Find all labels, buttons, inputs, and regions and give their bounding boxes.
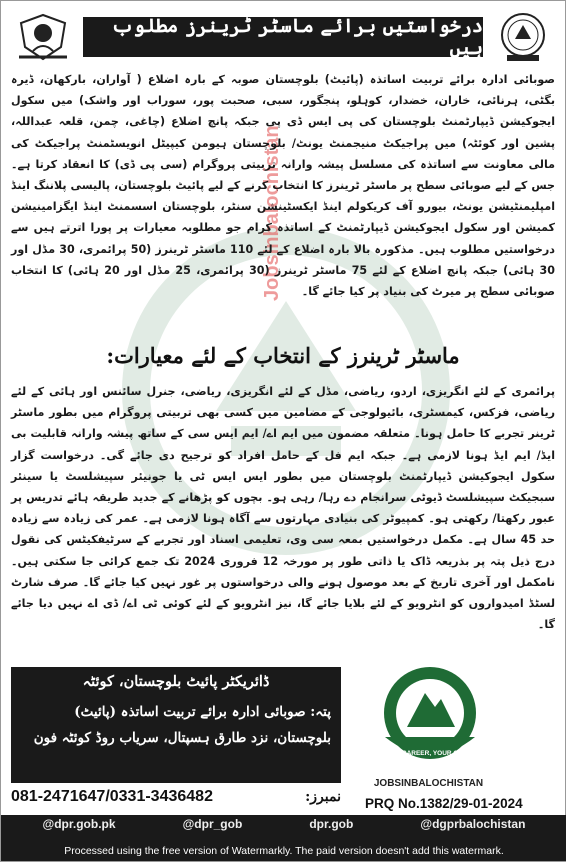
- watermark-notice: Processed using the free version of Watermarkly. The paid version doesn't add this watermark.: [64, 845, 504, 857]
- social-facebook[interactable]: @dgprbalochistan: [420, 817, 526, 831]
- prq-number: PRQ No.1382/29-01-2024: [365, 796, 523, 811]
- social-instagram[interactable]: dpr.gob: [309, 817, 354, 831]
- phone-numbers: 081-2471647/0331-3436482: [11, 788, 213, 805]
- badge-site-name: JOBSINBALOCHISTAN: [373, 778, 484, 789]
- footer-bar: [1, 815, 566, 861]
- address-box: [11, 667, 341, 783]
- address-heading: ڈائریکٹر پائیٹ بلوچستان، کوئٹہ: [82, 673, 270, 690]
- phone-row: [11, 786, 341, 808]
- page-title: درخواستیں برائے ماسٹر ٹرینرز مطلوب ہیں: [83, 17, 483, 57]
- watermark-text: Jobsinbalochistan: [261, 125, 283, 301]
- social-twitter[interactable]: @dpr_gob: [182, 817, 243, 831]
- criteria-heading: ماسٹر ٹرینرز کے انتخاب کے لئے معیارات:: [106, 343, 460, 368]
- badge-slogan: YOUR CAREER, YOUR CHOICE: [381, 750, 479, 757]
- pitte-logo-right: [493, 11, 553, 63]
- address-line-2: بلوچستان، نزد طارق ہسپتال، سریاب روڈ کوئٹہ فون: [33, 730, 331, 746]
- social-website[interactable]: @dpr.gob.pk: [42, 817, 116, 831]
- address-line-1: پتہ: صوبائی ادارہ برائے تربیت اساتذہ (پائیٹ): [74, 704, 331, 720]
- criteria-paragraph: پرائمری کے لئے انگریزی، اردو، ریاضی، مڈل کے لئے انگریزی، ریاضی، جنرل سائنس اور ہائی کے لئے ریاضی، فزکس، کیمسٹری، بائیولوجی کے مضامین میں کسی بھی تربیتی پروگرام میں بطور ماسٹر ٹرینر تجربے کا حامل ہونا۔ متعلقہ مضمون میں ایم اے/ ایم ایس سی کے ساتھ پیشہ وارانہ قابلیت بی ایڈ/ ایم ایڈ ہونا لازمی ہے۔ جبکہ ایم فل کے حامل افراد کو ترجیح دی جائے گی۔ درخواست گزار سکول ایجوکیشن ڈیپارٹمنٹ بلوچستان میں بطور ایس ایس ٹی یا جونیئر سپیشلسٹ یا سینئر سبجیکٹ سپیشلسٹ ڈیوٹی سرانجام دے رہا/ رہی ہو۔ بچوں کو پڑھانے کے جدید طریقہ ہائے تدریس پر عبور رکھتا/ رکھتی ہو۔ کمپیوٹر کی بنیادی مہارتوں سے آگاہ ہونا لازمی ہے۔ عمر کی زیادہ سے زیادہ حد 45 سال ہے۔ مکمل درخواستیں بمعہ سی وی، تعلیمی اسناد اور تجربے کے سرٹیفکیٹس کی نقول درج ذیل پتہ پر بذریعہ ڈاک یا ذاتی طور پر مورخہ 12 فروری 2024 تک جمع کرائی جا سکتی ہیں۔ نامکمل اور آخری تاریخ کے بعد موصول ہونے والی درخواستوں پر غور نہیں کیا جائے گا۔ صرف شارٹ لسٹڈ امیدواروں کو انٹرویو کے لئے بلایا جائے گا، نیز انٹرویو کے لئے کوئی ٹی اے/ ڈی اے نہیں دیا جائے گا۔: [11, 385, 555, 632]
- intro-paragraph: صوبائی ادارہ برائے تربیت اساتذہ (پائیٹ) بلوچستان صوبہ کے بارہ اضلاع ( آواران، بارکھان، ڈیرہ بگٹی، ہرنائی، خاران، خضدار، کوہلو، پنجگور، سبی، صحبت پور، سوراب اور واشک) میں سکول ایجوکیشن ڈیپارٹمنٹ بلوچستان کی پی ایس ڈی پی جبکہ پانچ اضلاع (چاغی، چمن، قلعہ عبداللہ، پشین اور کوئٹہ) میں پراجیکٹ منیجمنٹ یونٹ/ بلوچستان ہیومن کیپیٹل انویسٹمنٹ پراجیکٹ کی مالی معاونت سے اساتذہ کی مسلسل پیشہ وارانہ تربیتی پروگرام (سی پی ڈی) کا انعقاد کرتا ہے۔ جس کے لیے صوبائی سطح پر ماسٹر ٹرینرز کا انتخاب کرنے کے لیے پائیٹ بلوچستان، پالیسی پلاننگ اینڈ امپلیمنٹیشن یونٹ، بیورو آف کریکولم اینڈ ایکسٹینشن سنٹر، بلوچستان اسسمنٹ اینڈ ایگزامینیشن کمیشن اور سکول ایجوکیشن ڈیپارٹمنٹ کے اساتذہ کرام جو مطلوبہ معیارات پر پورا اترتے ہیں سے درخواستیں مطلوب ہیں۔ مذکورہ بالا بارہ اضلاع کے لئے 110 ماسٹر ٹرینرز (50 پرائمری، 30 مڈل اور 30 ہائی) جبکہ پانچ اضلاع کے لئے 75 ماسٹر ٹرینرز (30 پرائمری، 25 مڈل اور 20 ہائی) کا انتخاب صوبائی سطح پر میرٹ کی بنیاد پر کیا جائے گا۔: [11, 73, 555, 299]
- social-links: [9, 817, 559, 831]
- phone-label: نمبرز:: [305, 789, 341, 805]
- jobsinbalochistan-badge: [365, 663, 495, 773]
- balochistan-emblem-left: [13, 11, 73, 63]
